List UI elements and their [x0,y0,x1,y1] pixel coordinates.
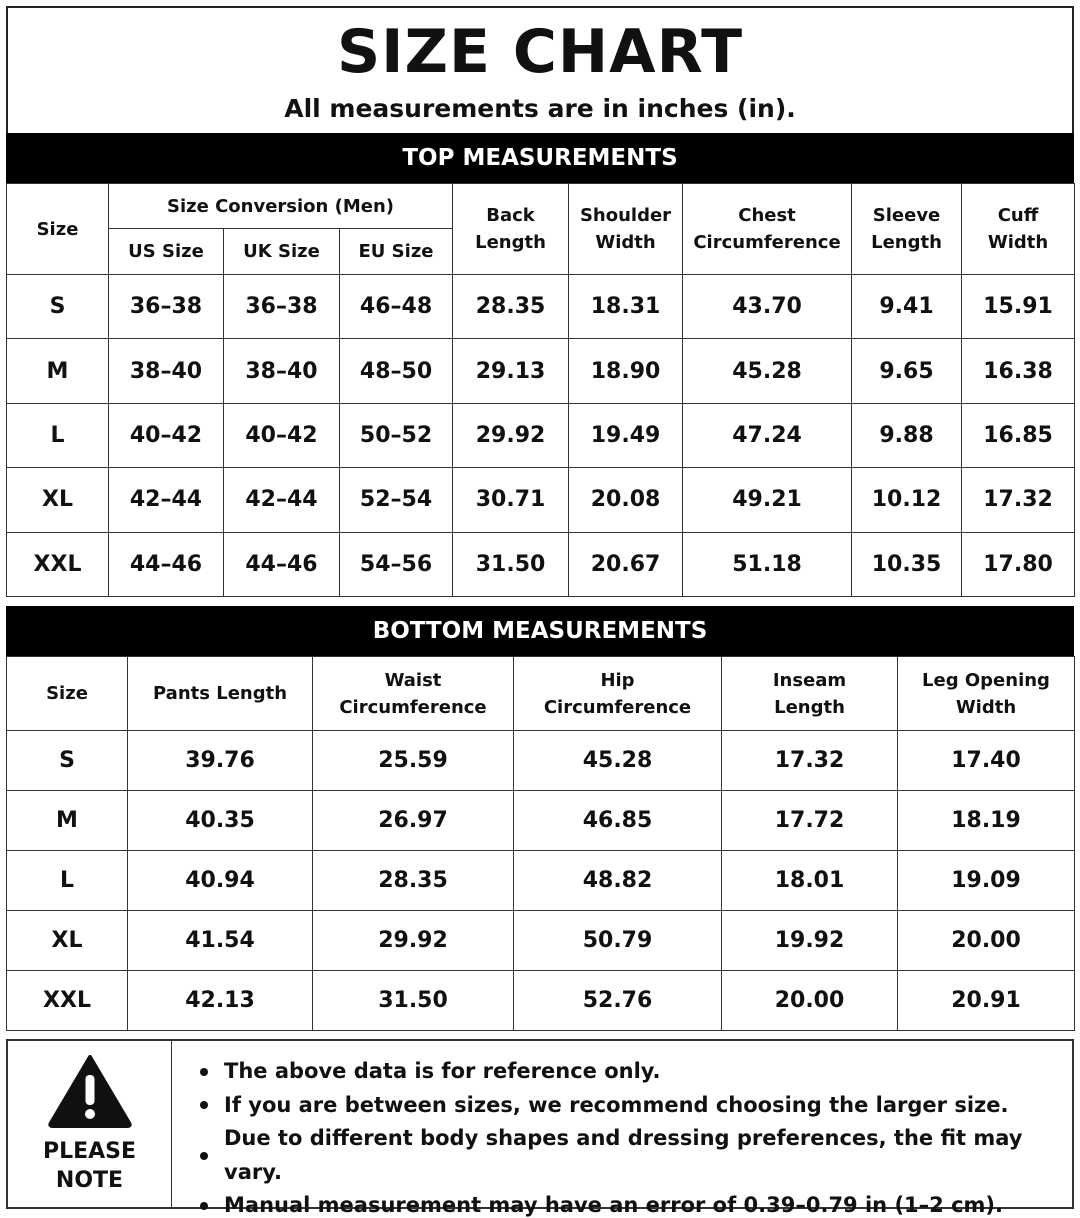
table-cell: 19.92 [722,911,898,971]
size-header: Size [7,184,109,275]
table-cell: 36–38 [109,275,224,339]
table-row [7,339,1075,403]
table-cell: 45.28 [514,731,722,791]
list-item: The above data is for reference only. [200,1055,1072,1089]
table-cell: 42.13 [128,971,313,1031]
table-row [7,911,1075,971]
table-cell: 9.41 [852,275,962,339]
table-cell: 20.00 [722,971,898,1031]
table-cell: 40.35 [128,791,313,851]
table-cell: 18.90 [569,339,683,403]
shoulder-width-header: Shoulder Width [569,184,683,275]
please-note-box [6,1039,1074,1217]
hip-circumference-header: Hip Circumference [514,657,722,731]
bottom-measurements-table [6,656,1075,1031]
table-cell: 26.97 [313,791,514,851]
waist-circumference-header: Waist Circumference [313,657,514,731]
size-cell: S [7,731,128,791]
size-cell: M [7,791,128,851]
table-cell: 9.65 [852,339,962,403]
us-size-header: US Size [109,229,224,275]
table-row [7,403,1075,467]
table-cell: 40–42 [109,403,224,467]
bullet-icon [200,1202,208,1210]
table-cell: 49.21 [683,468,852,532]
size-cell: XXL [7,532,109,596]
page-subtitle: All measurements are in inches (in). [284,94,796,123]
table-cell: 28.35 [453,275,569,339]
table-cell: 50.79 [514,911,722,971]
inseam-length-header: Inseam Length [722,657,898,731]
table-row [7,791,1075,851]
table-row [7,275,1075,339]
bullet-icon [200,1152,208,1160]
table-cell: 17.80 [962,532,1075,596]
table-cell: 52–54 [340,468,453,532]
size-cell: S [7,275,109,339]
table-cell: 16.38 [962,339,1075,403]
note-list [172,1041,1072,1217]
sleeve-length-header: Sleeve Length [852,184,962,275]
table-cell: 44–46 [109,532,224,596]
table-cell: 19.09 [898,851,1075,911]
bottom-measurements-bar: BOTTOM MEASUREMENTS [6,606,1074,656]
top-measurements-table [6,183,1075,597]
size-cell: XL [7,468,109,532]
table-cell: 20.00 [898,911,1075,971]
cuff-width-header: Cuff Width [962,184,1075,275]
table-cell: 20.91 [898,971,1075,1031]
table-row [7,731,1075,791]
size-cell: M [7,339,109,403]
table-cell: 46–48 [340,275,453,339]
table-row [7,468,1075,532]
table-cell: 18.01 [722,851,898,911]
table-cell: 31.50 [453,532,569,596]
table-cell: 48.82 [514,851,722,911]
table-cell: 36–38 [224,275,340,339]
top-measurements-bar: TOP MEASUREMENTS [6,133,1074,183]
table-cell: 39.76 [128,731,313,791]
table-cell: 19.49 [569,403,683,467]
table-cell: 41.54 [128,911,313,971]
table-cell: 10.35 [852,532,962,596]
table-cell: 52.76 [514,971,722,1031]
table-cell: 30.71 [453,468,569,532]
table-cell: 17.72 [722,791,898,851]
table-cell: 48–50 [340,339,453,403]
table-cell: 54–56 [340,532,453,596]
table-cell: 51.18 [683,532,852,596]
table-row [7,851,1075,911]
table-cell: 47.24 [683,403,852,467]
table-cell: 25.59 [313,731,514,791]
table-cell: 10.12 [852,468,962,532]
size-cell: L [7,851,128,911]
list-item: Due to different body shapes and dressing preferences, the fit may vary. [200,1122,1072,1189]
chart-header [6,6,1074,134]
table-cell: 42–44 [224,468,340,532]
pants-length-header: Pants Length [128,657,313,731]
size-cell: XXL [7,971,128,1031]
please-note-label: PLEASE NOTE [42,1139,137,1193]
table-cell: 20.08 [569,468,683,532]
table-cell: 18.19 [898,791,1075,851]
size-cell: XL [7,911,128,971]
table-cell: 9.88 [852,403,962,467]
table-cell: 18.31 [569,275,683,339]
note-label-panel [8,1041,172,1207]
table-cell: 38–40 [224,339,340,403]
table-cell: 46.85 [514,791,722,851]
size-conversion-header: Size Conversion (Men) [109,184,453,229]
table-cell: 16.85 [962,403,1075,467]
table-cell: 20.67 [569,532,683,596]
table-cell: 17.32 [962,468,1075,532]
bullet-icon [200,1101,208,1109]
table-cell: 45.28 [683,339,852,403]
table-cell: 31.50 [313,971,514,1031]
table-cell: 17.32 [722,731,898,791]
bullet-icon [200,1068,208,1076]
back-length-header: Back Length [453,184,569,275]
list-item: Manual measurement may have an error of 0.39–0.79 in (1–2 cm). [200,1189,1072,1218]
leg-opening-width-header: Leg Opening Width [898,657,1075,731]
table-row [7,971,1075,1031]
size-cell: L [7,403,109,467]
eu-size-header: EU Size [340,229,453,275]
table-cell: 44–46 [224,532,340,596]
list-item: If you are between sizes, we recommend choosing the larger size. [200,1089,1072,1123]
table-cell: 50–52 [340,403,453,467]
table-cell: 17.40 [898,731,1075,791]
uk-size-header: UK Size [224,229,340,275]
table-cell: 15.91 [962,275,1075,339]
table-cell: 38–40 [109,339,224,403]
table-cell: 29.92 [453,403,569,467]
table-cell: 29.92 [313,911,514,971]
table-row [7,532,1075,596]
size-header: Size [7,657,128,731]
table-cell: 40–42 [224,403,340,467]
chest-circumference-header: Chest Circumference [683,184,852,275]
table-cell: 29.13 [453,339,569,403]
table-cell: 40.94 [128,851,313,911]
table-cell: 42–44 [109,468,224,532]
warning-icon [47,1053,133,1133]
page-title: SIZE CHART [336,17,744,87]
table-cell: 43.70 [683,275,852,339]
table-cell: 28.35 [313,851,514,911]
